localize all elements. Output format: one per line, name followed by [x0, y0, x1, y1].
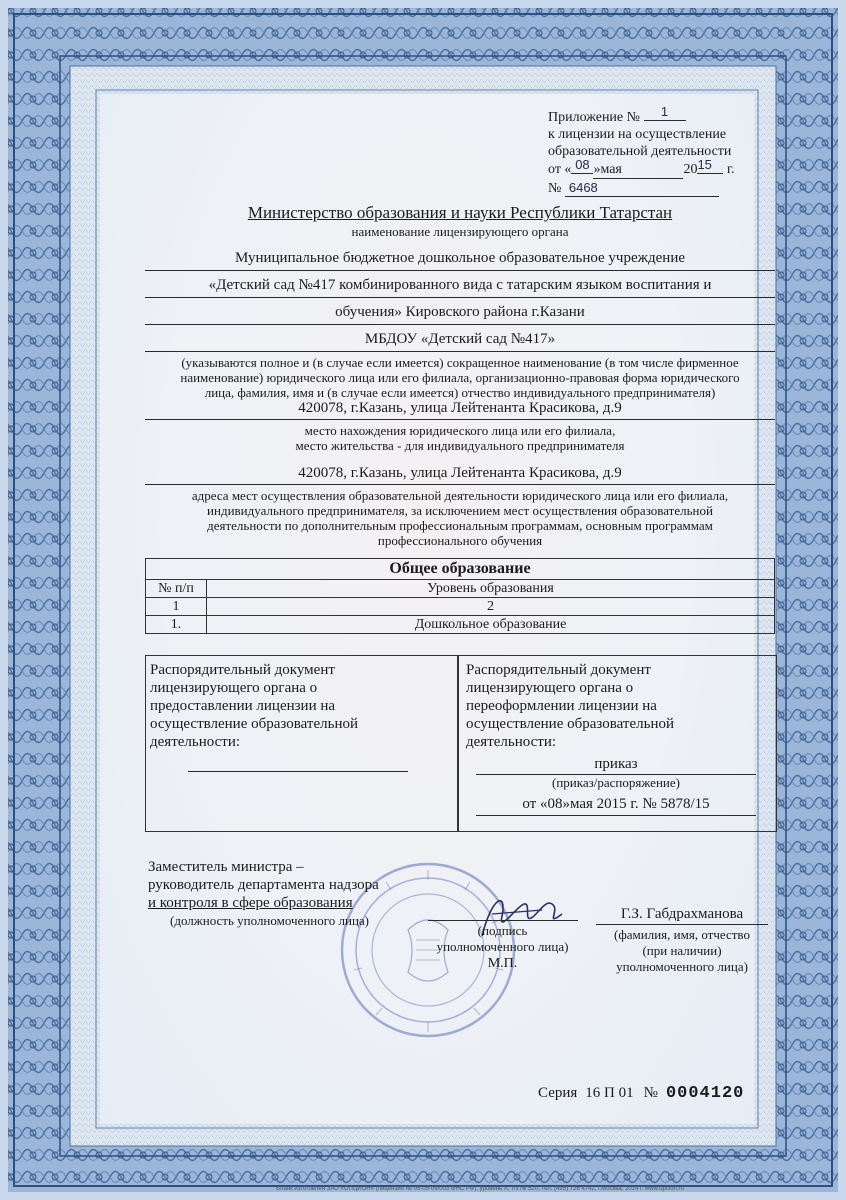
name-caption-3: уполномоченного лица) — [616, 959, 748, 974]
name-caption-2: (при наличии) — [642, 943, 722, 958]
activity-caption-2: индивидуального предпринимателя, за исключением мест осуществления образовательной — [207, 503, 713, 518]
table-row — [146, 616, 775, 634]
location-block — [145, 400, 775, 453]
authority-name: Министерство образования и науки Республики Татарстан — [247, 203, 673, 222]
location-caption-1: место нахождения юридического лица или его филиала, — [304, 423, 616, 438]
serial-number-label: № — [643, 1085, 658, 1101]
grant-doc-line-1: Распорядительный документ — [150, 662, 335, 678]
reissue-document-box — [457, 655, 777, 832]
date-year: 15 — [697, 156, 723, 174]
reissue-doc-line-3: переоформлении лицензии на — [466, 698, 657, 714]
location-caption-2: место жительства - для индивидуального предпринимателя — [295, 438, 625, 453]
signature-caption-1: (подпись — [477, 923, 528, 938]
row-number: 1 — [146, 598, 207, 616]
activity-caption-1: адреса мест осуществления образовательной деятельности юридического лица или его филиала, — [191, 488, 729, 503]
grant-doc-line-4: осуществление образовательной — [150, 716, 358, 732]
position-caption: (должность уполномоченного лица) — [170, 913, 370, 928]
appendix-date-line — [548, 157, 748, 179]
authority-caption: наименование лицензирующего органа — [351, 224, 569, 239]
date-year-prefix: 20 — [683, 162, 698, 177]
serial-number: 0004120 — [665, 1084, 745, 1103]
activity-address-caption — [145, 488, 775, 548]
date-suffix: г. — [726, 162, 735, 177]
activity-caption-4: профессионального обучения — [377, 533, 543, 548]
licensee-block — [145, 250, 775, 400]
location-caption — [145, 423, 775, 453]
signatory-position — [148, 858, 398, 930]
licensee-line-1: Муниципальное бюджетное дошкольное образовательное учреждение — [145, 250, 775, 271]
reissue-doc-type: приказ — [476, 756, 756, 775]
appendix-label: Приложение № — [548, 110, 640, 125]
official-name-block — [596, 906, 768, 975]
license-number: 6468 — [565, 179, 719, 197]
serial-series: 16 П 01 — [585, 1085, 634, 1101]
printer-imprint: Бланк изготовлен ЗАО «ОПЦИОН» (лицензия № 05-05-09/003 ФНС РФ), уровень А, т/з № 520, тел. (495) 726 4742, г.Москва, 2014 г. www.opcion.ru — [276, 1186, 684, 1192]
appendix-number-line — [548, 104, 748, 126]
reissue-document-text — [458, 656, 776, 751]
grant-doc-line-3: предоставлении лицензии на — [150, 698, 336, 714]
appendix-line-2: к лицензии на осуществление — [548, 127, 727, 142]
table-row — [146, 598, 775, 616]
license-number-label: № — [548, 181, 562, 196]
licensee-caption-2: наименование) юридического лица или его филиала, организационно-правовая форма юридического — [180, 370, 740, 385]
licensee-caption-3: лица, фамилия, имя и (в случае если имеется) отчество индивидуального предпринимателя) — [204, 385, 716, 400]
reissue-doc-reference: от «08»мая 2015 г. № 5878/15 — [476, 796, 756, 816]
serial-label: Серия — [538, 1085, 578, 1101]
col-level-header: Уровень образования — [207, 580, 775, 598]
reissue-doc-type-caption: (приказ/распоряжение) — [552, 775, 680, 790]
location-address: 420078, г.Казань, улица Лейтенанта Красикова, д.9 — [145, 400, 775, 420]
authority-block — [145, 203, 775, 240]
col-number-header: № п/п — [146, 580, 207, 598]
licensee-line-2: «Детский сад №417 комбинированного вида с татарским языком воспитания и — [145, 277, 775, 298]
grant-doc-line-5: деятельности: — [150, 734, 241, 750]
activity-caption-3: деятельности по дополнительным профессиональным программам, основным программам — [207, 518, 713, 533]
reissue-doc-line-4: осуществление образовательной — [466, 716, 674, 732]
grant-document-box — [145, 655, 459, 832]
reissue-doc-line-1: Распорядительный документ — [466, 662, 651, 678]
date-day: 08 — [571, 156, 593, 174]
grant-document-text — [146, 656, 458, 751]
licensee-caption — [145, 355, 775, 400]
grant-doc-blank-line — [188, 771, 408, 772]
licensee-line-3: обучения» Кировского района г.Казани — [145, 304, 775, 325]
grant-doc-line-2: лицензирующего органа о — [150, 680, 318, 696]
serial-block — [538, 1084, 768, 1103]
licensee-short-name: МБДОУ «Детский сад №417» — [145, 331, 775, 352]
table-title: Общее образование — [146, 559, 775, 580]
reissue-doc-line-5: деятельности: — [466, 734, 557, 750]
position-line-3: и контроля в сфере образования — [148, 895, 353, 911]
activity-address: 420078, г.Казань, улица Лейтенанта Красикова, д.9 — [145, 465, 775, 485]
name-caption-1: (фамилия, имя, отчество — [614, 927, 750, 942]
signature-field — [425, 918, 580, 972]
date-month: »мая — [593, 161, 683, 179]
signature-caption-2: уполномоченного лица) — [436, 939, 569, 954]
row-number: 1. — [146, 616, 207, 634]
position-line-2: руководитель департамента надзора — [148, 877, 379, 893]
table-title-row — [146, 559, 775, 580]
appendix-line-3: образовательной деятельности — [548, 144, 732, 159]
row-level: Дошкольное образование — [207, 616, 775, 634]
appendix-number: 1 — [644, 103, 686, 121]
seal-label: М.П. — [487, 956, 518, 971]
position-line-1: Заместитель министра – — [148, 859, 304, 875]
official-name: Г.З. Габдрахманова — [596, 906, 768, 925]
date-prefix: от « — [548, 162, 572, 177]
license-number-line — [548, 179, 748, 197]
education-table — [145, 558, 775, 634]
activity-address-block — [145, 465, 775, 548]
signature-line — [428, 918, 578, 921]
licensee-caption-1: (указываются полное и (в случае если имеется) сокращенное наименование (в том числе фирменное — [181, 355, 739, 370]
appendix-header — [548, 104, 748, 197]
table-header-row — [146, 580, 775, 598]
reissue-doc-line-2: лицензирующего органа о — [466, 680, 634, 696]
row-level: 2 — [207, 598, 775, 616]
